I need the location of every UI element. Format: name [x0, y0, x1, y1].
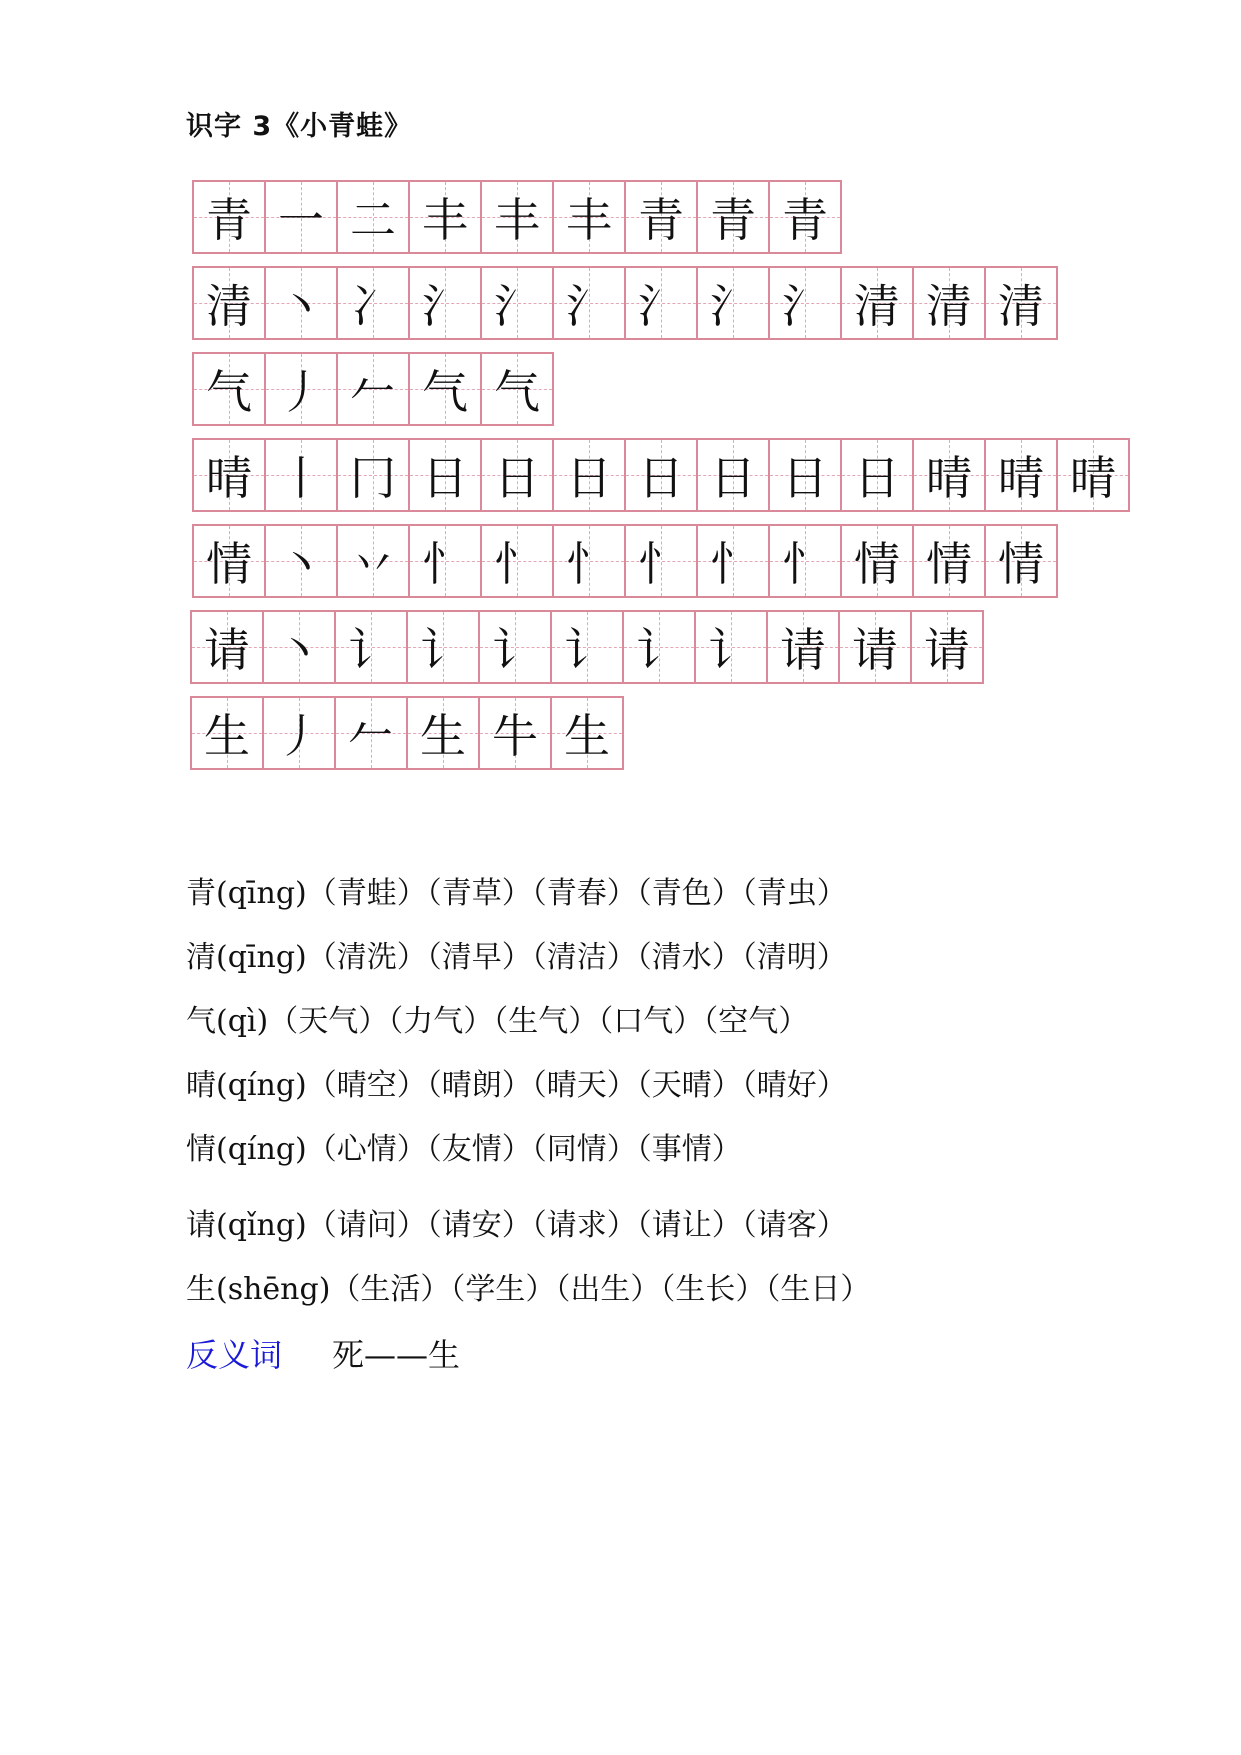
stroke-cell — [480, 266, 554, 340]
stroke-glyph: 青 — [782, 193, 828, 247]
vocab-line-qing-please: 请(qǐng)（请问）（请安）（请求）（请让）（请客） — [186, 1208, 847, 1243]
stroke-glyph: 日 — [782, 451, 828, 505]
stroke-cell — [552, 524, 626, 598]
stroke-glyph: 晴 — [998, 451, 1044, 505]
stroke-cell — [480, 524, 554, 598]
stroke-cell — [480, 180, 554, 254]
stroke-cell — [550, 610, 624, 684]
stroke-cell — [264, 352, 338, 426]
stroke-glyph: 氵 — [710, 279, 756, 333]
stroke-glyph: 丶 — [276, 623, 322, 677]
stroke-row — [190, 610, 984, 684]
stroke-glyph: 清 — [926, 279, 972, 333]
stroke-glyph: 气 — [494, 365, 540, 419]
stroke-cell — [336, 266, 410, 340]
stroke-cell — [478, 610, 552, 684]
stroke-glyph: 氵 — [566, 279, 612, 333]
stroke-glyph: 冫 — [350, 279, 396, 333]
stroke-cell — [480, 438, 554, 512]
stroke-glyph: 情 — [206, 537, 252, 591]
stroke-row — [190, 696, 624, 770]
stroke-glyph: 青 — [206, 193, 252, 247]
stroke-cell — [624, 438, 698, 512]
antonym-label: 反义词 — [186, 1336, 283, 1374]
stroke-cell — [336, 438, 410, 512]
stroke-cell — [696, 524, 770, 598]
stroke-glyph: 情 — [926, 537, 972, 591]
stroke-cell — [334, 696, 408, 770]
stroke-cell — [624, 524, 698, 598]
stroke-glyph: 忄 — [638, 537, 684, 591]
stroke-cell — [768, 266, 842, 340]
stroke-cell-character — [190, 696, 264, 770]
stroke-glyph: 生 — [420, 709, 466, 763]
stroke-cell — [768, 180, 842, 254]
stroke-cell — [552, 438, 626, 512]
stroke-glyph: 忄 — [710, 537, 756, 591]
stroke-cell — [406, 610, 480, 684]
stroke-glyph: 晴 — [206, 451, 252, 505]
stroke-cell — [408, 352, 482, 426]
stroke-glyph: 丰 — [422, 193, 468, 247]
stroke-glyph: 讠 — [420, 623, 466, 677]
stroke-cell-character — [192, 266, 266, 340]
antonym-section — [186, 1330, 460, 1376]
stroke-glyph: 丷 — [350, 537, 396, 591]
stroke-cell — [696, 438, 770, 512]
vocab-line-qing-feeling: 情(qíng)（心情）（友情）（同情）（事情） — [186, 1132, 742, 1167]
stroke-glyph: 丶 — [278, 279, 324, 333]
stroke-glyph: 气 — [206, 365, 252, 419]
stroke-glyph: 清 — [998, 279, 1044, 333]
vocab-line-sheng: 生(shēng)（生活）（学生）（出生）（生长）（生日） — [186, 1272, 871, 1307]
stroke-glyph: 冂 — [350, 451, 396, 505]
stroke-cell — [478, 696, 552, 770]
stroke-glyph: 氵 — [422, 279, 468, 333]
vocab-line-qi: 气(qì)（天气）（力气）（生气）（口气）（空气） — [186, 1004, 809, 1039]
stroke-row — [192, 180, 842, 254]
stroke-cell — [622, 610, 696, 684]
stroke-cell — [624, 180, 698, 254]
stroke-cell — [840, 266, 914, 340]
stroke-cell — [264, 266, 338, 340]
stroke-cell-character — [192, 438, 266, 512]
vocab-line-qing-clear: 清(qīng)（清洗）（清早）（清洁）（清水）（清明） — [186, 940, 847, 975]
stroke-glyph: 日 — [494, 451, 540, 505]
stroke-cell — [696, 180, 770, 254]
stroke-glyph: 丶 — [278, 537, 324, 591]
stroke-cell — [550, 696, 624, 770]
stroke-glyph: 请 — [780, 623, 826, 677]
stroke-cell-character — [192, 352, 266, 426]
stroke-glyph: 请 — [852, 623, 898, 677]
stroke-glyph: 气 — [422, 365, 468, 419]
stroke-cell — [262, 696, 336, 770]
stroke-glyph: 日 — [422, 451, 468, 505]
page-title: 识字 3《小青蛙》 — [186, 111, 413, 142]
stroke-glyph: 生 — [564, 709, 610, 763]
stroke-glyph: 讠 — [492, 623, 538, 677]
stroke-glyph: 讠 — [564, 623, 610, 677]
stroke-glyph: 丿 — [278, 365, 324, 419]
stroke-cell — [406, 696, 480, 770]
stroke-cell — [336, 524, 410, 598]
stroke-glyph: 晴 — [1070, 451, 1116, 505]
stroke-cell — [694, 610, 768, 684]
stroke-cell — [1056, 438, 1130, 512]
stroke-cell — [912, 524, 986, 598]
stroke-cell — [838, 610, 912, 684]
stroke-glyph: 讠 — [636, 623, 682, 677]
stroke-glyph: 牛 — [492, 709, 538, 763]
antonym-pair: 死——生 — [332, 1336, 461, 1374]
stroke-glyph: 丰 — [566, 193, 612, 247]
stroke-glyph: 生 — [204, 709, 250, 763]
stroke-cell — [910, 610, 984, 684]
stroke-cell — [336, 180, 410, 254]
stroke-cell — [262, 610, 336, 684]
stroke-cell — [264, 180, 338, 254]
stroke-cell — [768, 438, 842, 512]
stroke-glyph: 氵 — [638, 279, 684, 333]
stroke-cell-character — [190, 610, 264, 684]
stroke-glyph: 𠂉 — [348, 709, 394, 763]
stroke-cell — [408, 266, 482, 340]
stroke-glyph: 清 — [206, 279, 252, 333]
stroke-cell — [552, 180, 626, 254]
vocab-line-qing-green: 青(qīng)（青蛙）（青草）（青春）（青色）（青虫） — [186, 876, 847, 911]
stroke-cell — [840, 524, 914, 598]
stroke-glyph: 氵 — [494, 279, 540, 333]
stroke-cell-character — [192, 180, 266, 254]
stroke-cell — [912, 266, 986, 340]
stroke-cell — [408, 180, 482, 254]
stroke-glyph: 丨 — [278, 451, 324, 505]
stroke-cell — [768, 524, 842, 598]
stroke-cell — [984, 438, 1058, 512]
stroke-glyph: 讠 — [708, 623, 754, 677]
stroke-cell — [766, 610, 840, 684]
stroke-cell — [480, 352, 554, 426]
stroke-cell — [264, 438, 338, 512]
stroke-cell — [408, 524, 482, 598]
stroke-row — [192, 438, 1130, 512]
stroke-cell-character — [192, 524, 266, 598]
stroke-row — [192, 266, 1058, 340]
stroke-glyph: 忄 — [494, 537, 540, 591]
stroke-glyph: 忄 — [566, 537, 612, 591]
stroke-glyph: 请 — [924, 623, 970, 677]
stroke-glyph: 氵 — [782, 279, 828, 333]
stroke-glyph: 青 — [710, 193, 756, 247]
stroke-glyph: 日 — [854, 451, 900, 505]
stroke-cell — [624, 266, 698, 340]
vocab-line-qing-sunny: 晴(qíng)（晴空）（晴朗）（晴天）（天晴）（晴好） — [186, 1068, 847, 1103]
stroke-glyph: 二 — [350, 193, 396, 247]
stroke-glyph: 清 — [854, 279, 900, 333]
stroke-cell — [334, 610, 408, 684]
stroke-cell — [264, 524, 338, 598]
stroke-glyph: 丰 — [494, 193, 540, 247]
stroke-cell — [912, 438, 986, 512]
stroke-cell — [984, 524, 1058, 598]
stroke-glyph: 请 — [204, 623, 250, 677]
stroke-glyph: 情 — [998, 537, 1044, 591]
stroke-glyph: 丿 — [276, 709, 322, 763]
stroke-cell — [840, 438, 914, 512]
stroke-row — [192, 524, 1058, 598]
stroke-cell — [336, 352, 410, 426]
stroke-glyph: 青 — [638, 193, 684, 247]
stroke-glyph: 日 — [638, 451, 684, 505]
stroke-glyph: 忄 — [422, 537, 468, 591]
stroke-glyph: 一 — [278, 193, 324, 247]
stroke-cell — [984, 266, 1058, 340]
stroke-glyph: 情 — [854, 537, 900, 591]
stroke-glyph: 晴 — [926, 451, 972, 505]
stroke-glyph: 日 — [710, 451, 756, 505]
stroke-cell — [552, 266, 626, 340]
stroke-row — [192, 352, 554, 426]
stroke-glyph: 讠 — [348, 623, 394, 677]
stroke-glyph: 𠂉 — [350, 365, 396, 419]
stroke-glyph: 忄 — [782, 537, 828, 591]
stroke-cell — [408, 438, 482, 512]
stroke-glyph: 日 — [566, 451, 612, 505]
stroke-cell — [696, 266, 770, 340]
